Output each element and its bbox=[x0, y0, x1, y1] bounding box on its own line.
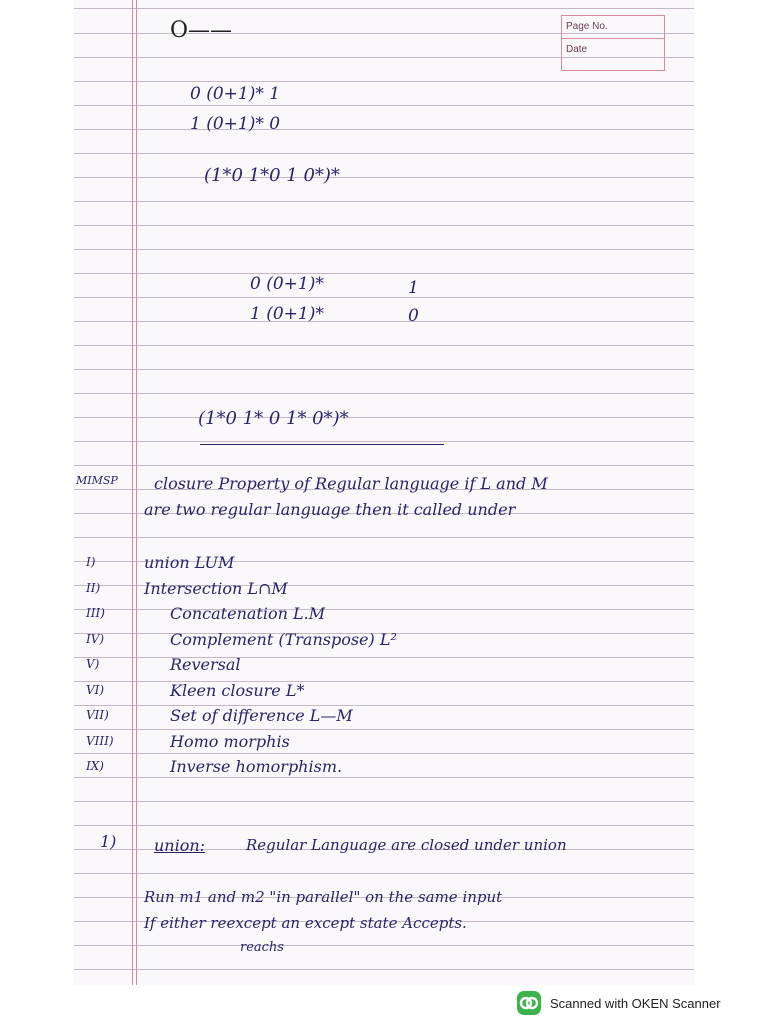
scanner-text: Scanned with OKEN Scanner bbox=[550, 995, 721, 1011]
list-item-number: VI) bbox=[86, 682, 105, 697]
expression-3: (1*0 1*0 1 0*)* bbox=[204, 165, 340, 186]
list-item-text: Inverse homorphism. bbox=[170, 757, 343, 776]
closure-line-1: closure Property of Regular language if L and M bbox=[154, 474, 548, 493]
page-no-label: Page No. bbox=[566, 21, 608, 32]
list-item-text: Reversal bbox=[170, 655, 241, 674]
union-section-number: 1) bbox=[100, 832, 117, 851]
list-item-number: VIII) bbox=[86, 733, 114, 748]
list-item-number: II) bbox=[86, 580, 101, 595]
page-no-row bbox=[562, 16, 664, 39]
list-item-text: Intersection L∩M bbox=[144, 578, 288, 598]
list-item-text: Homo morphis bbox=[170, 731, 290, 751]
expression-6: (1*0 1* 0 1* 0*)* bbox=[198, 408, 349, 429]
union-heading: union: bbox=[154, 836, 206, 855]
list-item-number: IV) bbox=[86, 631, 105, 646]
arrow-symbol: O—— bbox=[170, 18, 233, 43]
notebook-page bbox=[74, 0, 694, 985]
date-label: Date bbox=[566, 44, 588, 55]
expression-5a: 1 (0+1)* bbox=[250, 304, 324, 324]
union-line-2: If either reexcept an except state Accepts. bbox=[144, 914, 467, 932]
scanner-footer bbox=[516, 990, 721, 1016]
expression-1: 0 (0+1)* 1 bbox=[190, 84, 281, 104]
union-line-1: Run m1 and m2 "in parallel" on the same input bbox=[144, 888, 503, 906]
closure-line-2: are two regular language then it called under bbox=[144, 500, 516, 519]
list-item-number: IX) bbox=[86, 759, 104, 773]
list-item-text: union LUM bbox=[144, 553, 235, 572]
oken-scanner-logo-icon bbox=[516, 990, 542, 1016]
list-item-text: Concatenation L.M bbox=[170, 604, 326, 623]
expression-2: 1 (0+1)* 0 bbox=[190, 114, 281, 134]
margin-line-2 bbox=[136, 0, 137, 985]
expression-4b: 1 bbox=[408, 278, 419, 298]
list-item-number: VII) bbox=[86, 708, 109, 722]
date-row bbox=[562, 39, 664, 61]
list-item-text: Complement (Transpose) L² bbox=[170, 629, 397, 649]
union-heading-rest: Regular Language are closed under union bbox=[246, 836, 567, 854]
list-item-text: Kleen closure L* bbox=[170, 680, 305, 700]
list-item-number: III) bbox=[86, 606, 105, 620]
expression-6-underline bbox=[200, 444, 444, 445]
list-item-number: I) bbox=[86, 555, 96, 569]
side-note: MIMSP bbox=[76, 474, 118, 487]
list-item-number: V) bbox=[86, 657, 100, 671]
expression-5b: 0 bbox=[408, 306, 419, 326]
margin-line-1 bbox=[132, 0, 133, 985]
union-line-3: reachs bbox=[240, 940, 284, 955]
list-item-text: Set of difference L—M bbox=[170, 706, 353, 725]
page-date-box bbox=[561, 15, 665, 71]
expression-4a: 0 (0+1)* bbox=[250, 274, 324, 294]
